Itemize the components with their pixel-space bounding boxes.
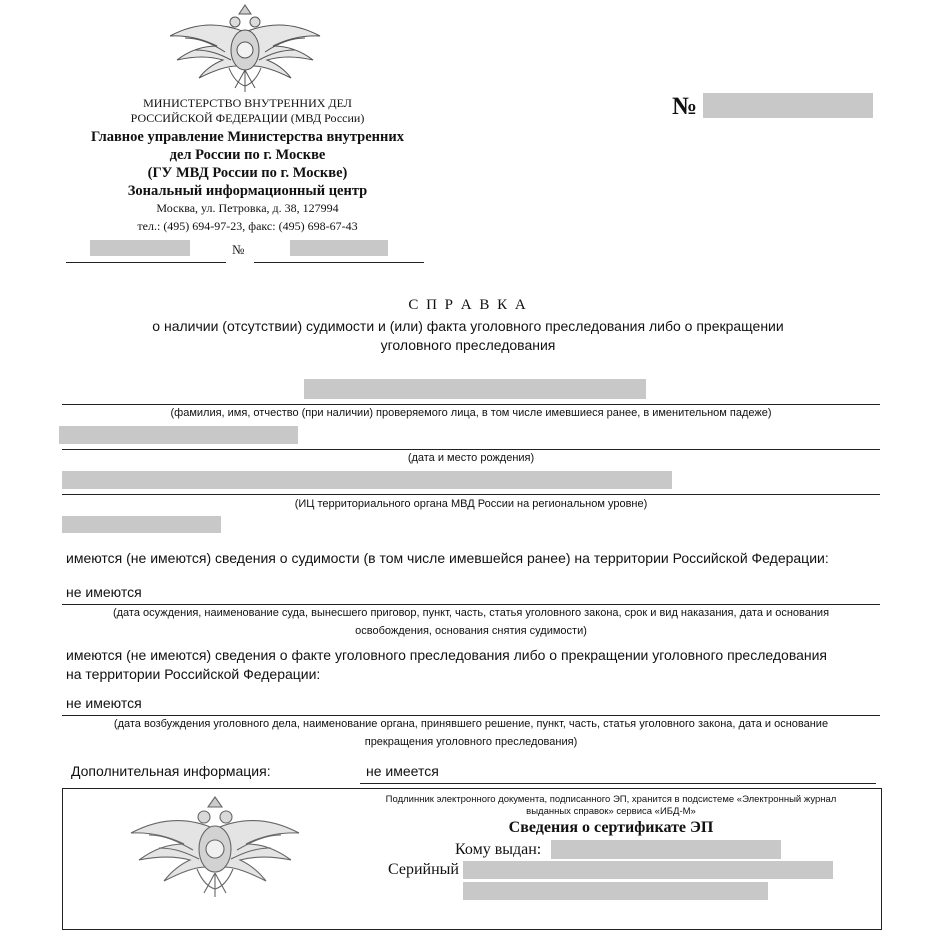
- reg-number-label: №: [232, 242, 245, 257]
- redacted-birth-place: [62, 471, 672, 489]
- redacted-serial-number: [463, 861, 833, 879]
- redacted-full-name: [304, 379, 646, 399]
- prosecution-value: не имеются: [66, 695, 142, 711]
- main-dept-line-1: Главное управление Министерства внутренних: [91, 129, 404, 145]
- prosecution-statement-line-1: имеются (не имеются) сведения о факте уголовного преследования либо о прекращении уголовного преследования: [66, 647, 828, 663]
- prosecution-caption-line-2: прекращения уголовного преследования): [364, 736, 578, 748]
- full-name-caption: (фамилия, имя, отчество (при наличии) проверяемого лица, в том числе имевшиеся ранее, в именительном падеже): [170, 407, 772, 419]
- document-number-label: №: [672, 93, 698, 120]
- birth-caption: (дата и место рождения): [407, 452, 535, 464]
- redacted-serial-number-cont: [463, 882, 768, 900]
- main-dept-line-2: дел России по г. Москве: [169, 147, 326, 163]
- mvd-emblem-icon: [165, 2, 325, 94]
- address: Москва, ул. Петровка, д. 38, 127994: [156, 201, 339, 215]
- information-center: Зональный информационный центр: [127, 183, 368, 199]
- conviction-value: не имеются: [66, 584, 142, 600]
- additional-info-underline: [360, 783, 876, 784]
- prosecution-statement-line-2: на территории Российской Федерации:: [66, 666, 321, 682]
- ic-underline: [62, 494, 880, 495]
- redacted-issued-to: [551, 840, 781, 859]
- signature-note-line-1: Подлинник электронного документа, подписанного ЭП, хранится в подсистеме «Электронный журнал: [385, 794, 837, 805]
- main-dept-abbr: (ГУ МВД России по г. Москве): [147, 165, 348, 181]
- certificate-heading: Сведения о сертификате ЭП: [508, 819, 714, 836]
- redacted-date: [90, 240, 190, 256]
- title-subline-2: уголовного преследования: [380, 337, 556, 353]
- prosecution-caption-line-1: (дата возбуждения уголовного дела, наименование органа, принявшего решение, пункт, часть, статья уголовного закона, дата и основание: [113, 718, 829, 730]
- phones: тел.: (495) 694-97-23, факс: (495) 698-67-43: [137, 219, 358, 233]
- ministry-line-1: МИНИСТЕРСТВО ВНУТРЕННИХ ДЕЛ: [143, 96, 352, 110]
- issued-to-label: Кому выдан:: [455, 841, 542, 858]
- conviction-caption-line-2: освобождения, основания снятия судимости): [355, 625, 587, 637]
- reg-number-underline: [254, 262, 424, 263]
- redacted-reg-number: [290, 240, 388, 256]
- title-subline-1: о наличии (отсутствии) судимости и (или) факта уголовного преследования либо о прекращении: [152, 318, 784, 334]
- ic-caption: (ИЦ территориального органа МВД России на региональном уровне): [294, 498, 648, 510]
- mvd-emblem-watermark-icon: [127, 793, 303, 899]
- redacted-ic-name: [62, 516, 221, 533]
- ministry-line-2: РОССИЙСКОЙ ФЕДЕРАЦИИ (МВД России): [130, 111, 365, 125]
- serial-label: Серийный: [388, 861, 459, 878]
- date-underline: [66, 262, 226, 263]
- redacted-document-number: [703, 93, 873, 118]
- conviction-statement: имеются (не имеются) сведения о судимости (в том числе имевшейся ранее) на территории Российской Федерации:: [66, 550, 829, 566]
- document-title: С П Р А В К А: [408, 297, 528, 313]
- additional-info-label: Дополнительная информация:: [71, 763, 271, 779]
- conviction-caption-line-1: (дата осуждения, наименование суда, вынесшего приговор, пункт, часть, статья уголовного закона, срок и вид наказания, дата и основания: [112, 607, 830, 619]
- redacted-birth-date: [59, 426, 298, 444]
- signature-note-line-2: выданных справок» сервиса «ИБД-М»: [526, 806, 696, 817]
- additional-info-value: не имеется: [366, 763, 439, 779]
